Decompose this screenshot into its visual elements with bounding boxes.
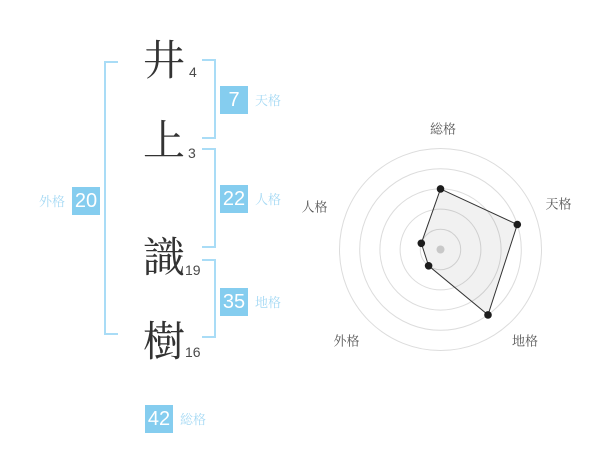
name-char-2: 上 bbox=[142, 117, 185, 164]
radar-vertex-dot bbox=[484, 311, 492, 319]
jinkaku-value-badge: 22 bbox=[220, 185, 248, 213]
radar-polygon bbox=[421, 189, 517, 315]
radar-axis-label-jinkaku: 人格 bbox=[301, 199, 328, 214]
jinkaku-row bbox=[220, 185, 281, 213]
chikaku-value-badge: 35 bbox=[220, 288, 248, 316]
gaikaku-row bbox=[39, 187, 100, 215]
stroke-count-2: 3 bbox=[188, 145, 196, 161]
name-char-4: 樹 bbox=[142, 318, 185, 365]
radar-axis-label-chikaku: 地格 bbox=[511, 333, 539, 348]
radar-axis-label-soukaku: 総格 bbox=[429, 121, 457, 136]
name-char-3: 識 bbox=[142, 234, 185, 281]
jinkaku-bracket bbox=[202, 148, 216, 248]
gaikaku-label: 外格 bbox=[39, 193, 66, 209]
name-char-1: 井 bbox=[142, 37, 185, 84]
soukaku-label: 総格 bbox=[180, 411, 207, 427]
chikaku-row bbox=[220, 288, 281, 316]
tenkaku-value-badge: 7 bbox=[220, 86, 248, 114]
radar-axis-label-tenkaku: 天格 bbox=[545, 196, 572, 212]
gaikaku-bracket bbox=[104, 61, 118, 335]
radar-vertex-dot bbox=[425, 262, 433, 270]
stroke-count-4: 16 bbox=[185, 344, 201, 360]
radar-axis-label-gaikaku: 外格 bbox=[333, 333, 360, 348]
radar-vertex-dot bbox=[437, 185, 445, 193]
chikaku-bracket bbox=[202, 259, 216, 338]
tenkaku-row bbox=[220, 86, 281, 114]
radar-vertex-dot bbox=[514, 221, 522, 229]
stroke-count-1: 4 bbox=[189, 64, 197, 80]
chikaku-label: 地格 bbox=[255, 294, 282, 310]
radar-center-dot bbox=[437, 246, 445, 254]
stroke-count-3: 19 bbox=[185, 262, 201, 278]
gaikaku-value-badge: 20 bbox=[72, 187, 100, 215]
tenkaku-bracket bbox=[202, 59, 216, 139]
radar-chart bbox=[295, 118, 595, 381]
radar-vertex-dot bbox=[418, 240, 426, 248]
jinkaku-label: 人格 bbox=[255, 191, 282, 207]
tenkaku-label: 天格 bbox=[255, 92, 282, 108]
soukaku-row bbox=[145, 405, 206, 433]
soukaku-value-badge: 42 bbox=[145, 405, 173, 433]
